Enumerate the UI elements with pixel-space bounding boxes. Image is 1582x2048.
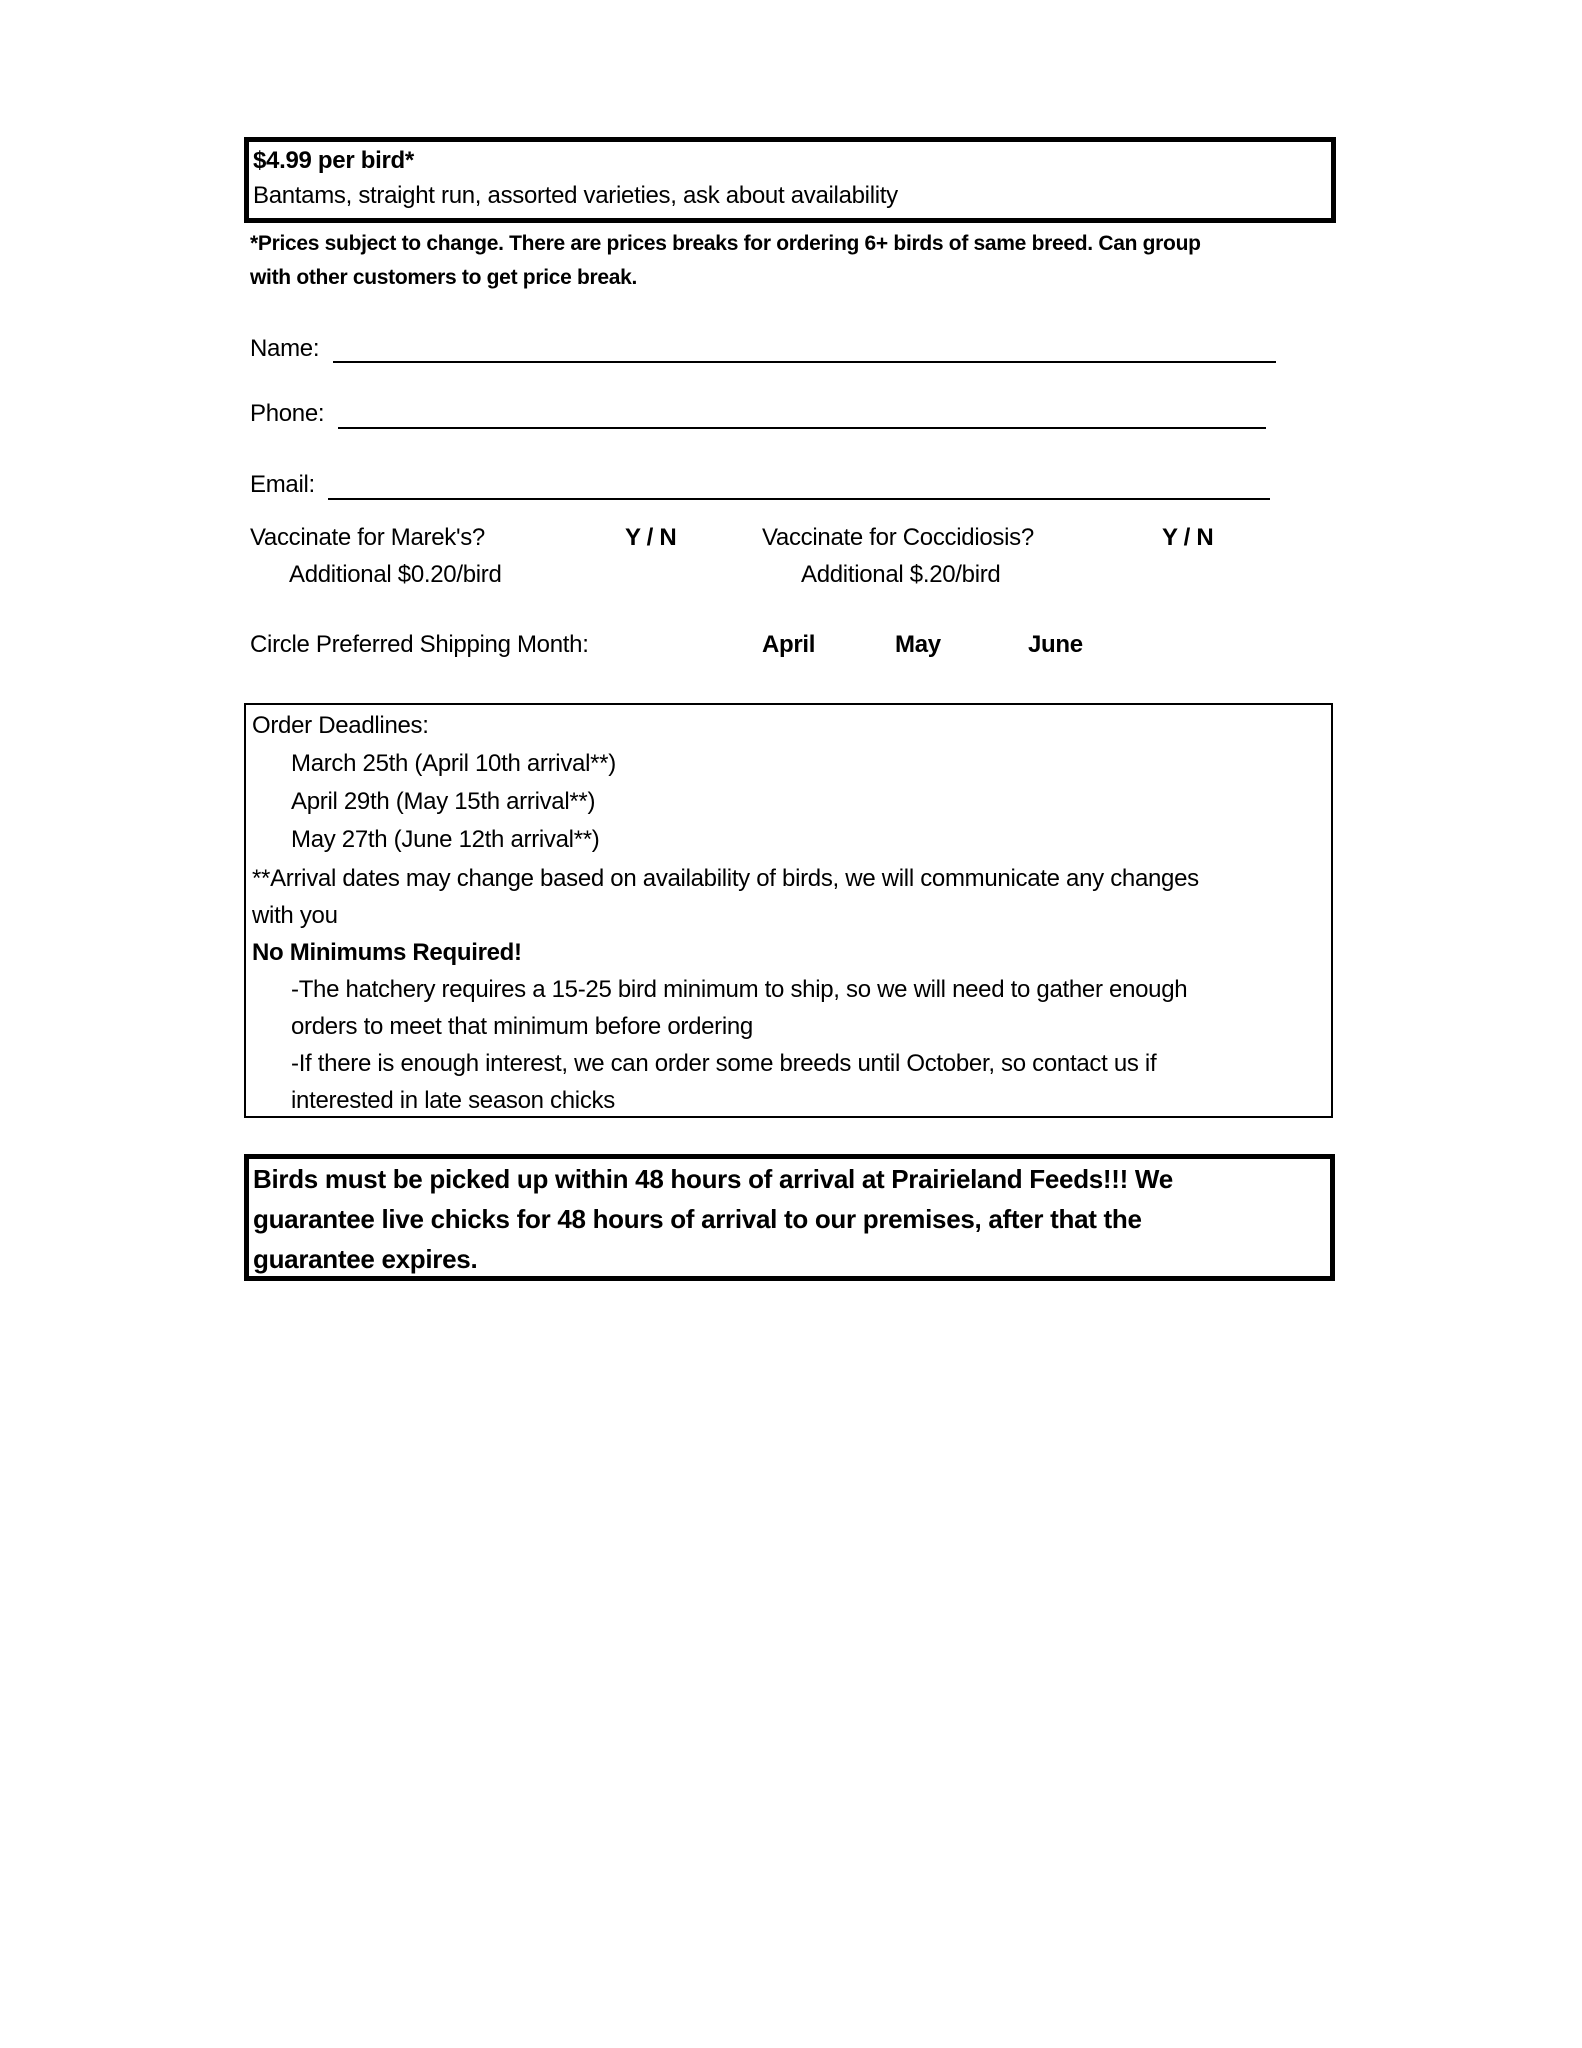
shipping-option-april[interactable]: April bbox=[762, 631, 816, 658]
coccidiosis-label: Vaccinate for Coccidiosis? bbox=[762, 524, 1034, 551]
email-label: Email: bbox=[250, 471, 315, 498]
price-box bbox=[244, 137, 1336, 223]
pickup-notice-line-3: guarantee expires. bbox=[253, 1244, 478, 1274]
deadlines-title: Order Deadlines: bbox=[252, 712, 429, 739]
coccidiosis-yes-no[interactable]: Y / N bbox=[1162, 524, 1214, 551]
shipping-option-june[interactable]: June bbox=[1028, 631, 1083, 658]
shipping-month-label: Circle Preferred Shipping Month: bbox=[250, 631, 589, 658]
phone-field[interactable] bbox=[338, 427, 1266, 429]
price-note-line-2: with other customers to get price break. bbox=[250, 266, 638, 289]
shipping-option-may[interactable]: May bbox=[895, 631, 941, 658]
price-note bbox=[250, 227, 1201, 295]
price-note-line-1: *Prices subject to change. There are prices breaks for ordering 6+ birds of same breed. Can group bbox=[250, 232, 1201, 255]
mareks-cost: Additional $0.20/bird bbox=[289, 561, 502, 588]
arrival-note-line-1: **Arrival dates may change based on availability of birds, we will communicate any changes bbox=[252, 865, 1199, 892]
mareks-yes-no[interactable]: Y / N bbox=[625, 524, 677, 551]
name-field[interactable] bbox=[333, 361, 1276, 363]
mareks-label: Vaccinate for Marek's? bbox=[250, 524, 485, 551]
email-field[interactable] bbox=[328, 498, 1270, 500]
pickup-notice-box bbox=[244, 1154, 1335, 1281]
minimums-item: orders to meet that minimum before ordering bbox=[291, 1013, 753, 1040]
arrival-note-line-2: with you bbox=[252, 902, 338, 929]
price-heading: $4.99 per bird* bbox=[253, 147, 414, 174]
pickup-notice-line-2: guarantee live chicks for 48 hours of arrival to our premises, after that the bbox=[253, 1204, 1142, 1234]
coccidiosis-cost: Additional $.20/bird bbox=[801, 561, 1001, 588]
minimums-item: interested in late season chicks bbox=[291, 1087, 615, 1114]
name-label: Name: bbox=[250, 335, 320, 362]
minimums-item: -The hatchery requires a 15-25 bird minimum to ship, so we will need to gather enough bbox=[291, 976, 1188, 1003]
deadline-item: May 27th (June 12th arrival**) bbox=[291, 826, 600, 853]
minimums-heading: No Minimums Required! bbox=[252, 939, 522, 966]
phone-label: Phone: bbox=[250, 400, 325, 427]
deadline-item: March 25th (April 10th arrival**) bbox=[291, 750, 616, 777]
order-deadlines-box bbox=[244, 703, 1333, 1118]
price-description: Bantams, straight run, assorted varieties, ask about availability bbox=[253, 182, 898, 209]
deadline-item: April 29th (May 15th arrival**) bbox=[291, 788, 596, 815]
pickup-notice-line-1: Birds must be picked up within 48 hours of arrival at Prairieland Feeds!!! We bbox=[253, 1164, 1173, 1194]
minimums-item: -If there is enough interest, we can order some breeds until October, so contact us if bbox=[291, 1050, 1157, 1077]
